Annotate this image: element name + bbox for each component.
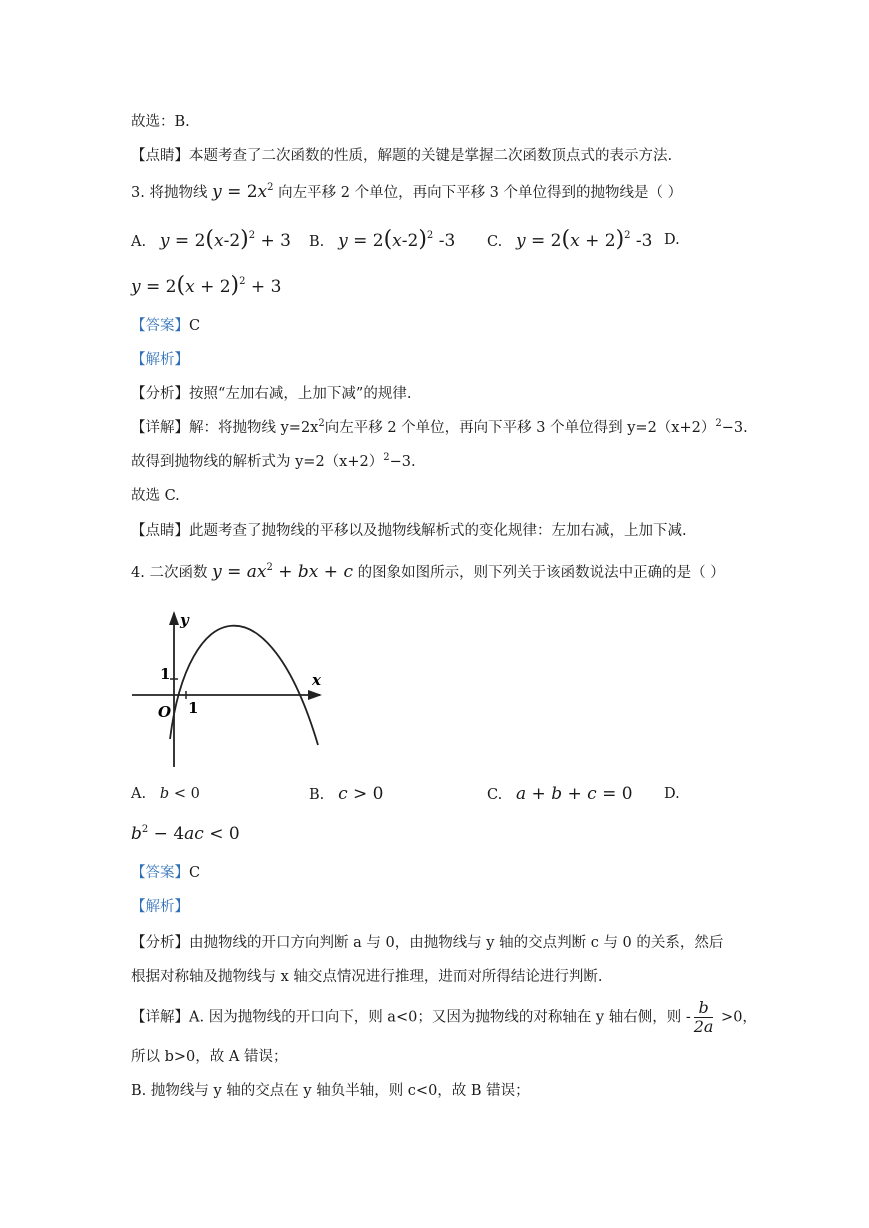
parabola-graph (128, 607, 328, 772)
q4-xiangjie-a-2: 所以 b>0，故 A 错误； (131, 1049, 288, 1065)
q3-choose: 故选 C. (131, 488, 180, 504)
line-guxuan-b: 故选：B. (131, 114, 190, 130)
q3-suffix: 向左平移 2 个单位，再向下平移 3 个单位得到的抛物线是（ ） (278, 185, 683, 201)
question-4: 4. 二次函数 $y = ax^2$ + bx + c 的图象如图所示，则下列关于该函数说法中正确的是（ ） (131, 562, 725, 582)
q3-xiangjie: 【详解】解：将抛物线 $y=2x^2$向左平移 2 个单位，再向下平移 3 个单位得到 $y=2(x+2)^2-3$. (131, 418, 748, 436)
q4-analysis-tag: 【解析】 (131, 899, 189, 915)
x-one-label: 1 (188, 699, 199, 717)
q3-option-d-label: D. (664, 232, 680, 248)
q3-formula: $y = 2x^2$ (212, 182, 274, 202)
q4-option-c: C. a + b + c = 0 (487, 784, 633, 804)
question-3 (131, 181, 682, 204)
q4-option-b: B. c > 0 (309, 784, 384, 804)
q4-option-d: $b^2 - 4ac < 0$ (131, 824, 240, 844)
q4-option-d-label: D. (664, 786, 680, 802)
q3-fenxi: 【分析】按照“左加右减，上加下减”的规律. (131, 386, 412, 402)
q4-fenxi-2: 根据对称轴及抛物线与 x 轴交点情况进行推理，进而对所得结论进行判断. (131, 969, 603, 985)
q3-result: 故得到抛物线的解析式为 $y=2(x+2)^2-3$. (131, 452, 416, 470)
q3-prefix: 3. 将抛物线 (131, 185, 208, 201)
q4-xiangjie-a: 【详解】A. 因为抛物线的开口向下，则 a<0；又因为抛物线的对称轴在 y 轴右侧，则 - $\frac{b}{2a}$ >0， (131, 998, 757, 1036)
line-dianjing-1: 【点睛】本题考查了二次函数的性质，解题的关键是掌握二次函数顶点式的表示方法. (131, 148, 673, 164)
x-axis-label: x (312, 671, 321, 689)
x-axis-arrow (308, 690, 322, 700)
q4-fenxi-1: 【分析】由抛物线的开口方向判断 a 与 0，由抛物线与 y 轴的交点判断 c 与 0 的关系，然后 (131, 935, 724, 951)
q3-option-b: B. $y = 2(x-2)^2$ -3 (309, 227, 456, 252)
q3-option-a: A. $y = 2(x-2)^2 + 3$ (131, 227, 291, 252)
origin-label: O (158, 703, 172, 721)
y-one-label: 1 (160, 665, 171, 683)
q4-option-a: A. b < 0 (131, 786, 200, 802)
q4-answer: 【答案】C (131, 865, 201, 881)
q3-dianjing: 【点睛】此题考查了抛物线的平移以及抛物线解析式的变化规律：左加右减，上加下减. (131, 523, 687, 539)
q3-option-c: C. $y = 2(x + 2)^2$ -3 (487, 227, 653, 252)
q3-answer: 【答案】C (131, 318, 201, 334)
parabola-curve (170, 626, 318, 745)
y-axis-arrow (169, 611, 179, 625)
q3-option-d: $y = 2(x + 2)^2 + 3$ (131, 273, 282, 298)
fraction-b-over-2a: $\frac{b}{2a}$ (693, 998, 714, 1036)
q4-xiangjie-b: B. 抛物线与 y 轴的交点在 y 轴负半轴，则 c<0，故 B 错误； (131, 1083, 530, 1099)
y-axis-label: y (180, 611, 189, 629)
q3-analysis-tag: 【解析】 (131, 352, 189, 368)
